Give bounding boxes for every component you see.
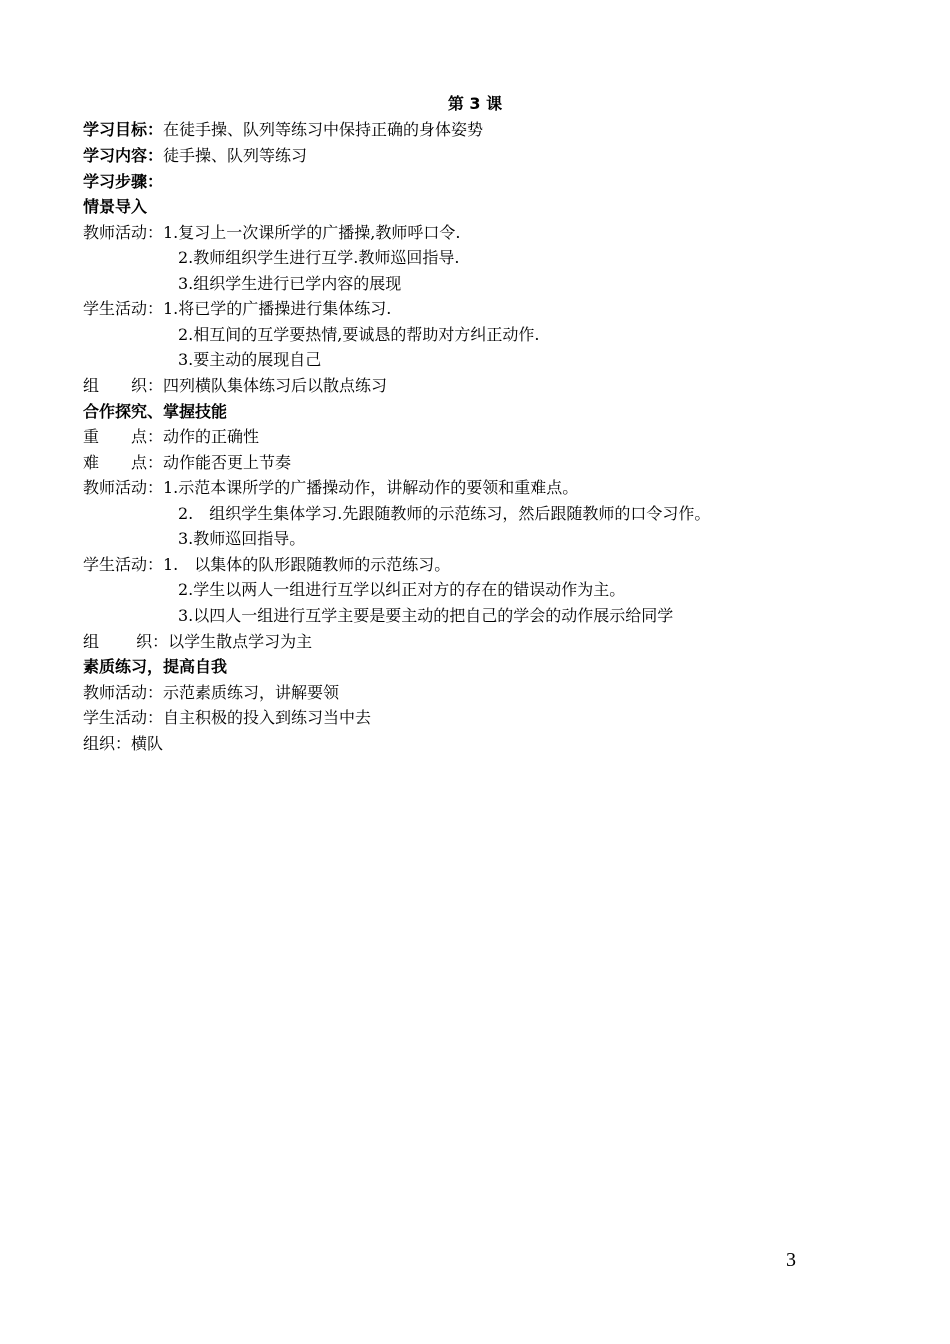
learning-content [83, 146, 307, 166]
page-title: 第 3 课 [447, 94, 503, 113]
difficult-point: 难 点：动作能否更上节奏 [83, 453, 292, 472]
intro-organization: 组 织：四列横队集体练习后以散点练习 [83, 376, 388, 395]
section-heading-fitness: 素质练习，提高自我 [83, 657, 228, 676]
section-heading-cooperation: 合作探究、掌握技能 [83, 402, 228, 421]
section-heading-intro: 情景导入 [83, 197, 148, 216]
learning-goal-label: 学习目标： [83, 120, 164, 139]
intro-teacher-line-2: 2.教师组织学生进行互学.教师巡回指导. [178, 248, 460, 267]
learning-goal [83, 120, 483, 140]
intro-student-line-2: 2.相互间的互学要热情,要诚恳的帮助对方纠正动作. [178, 325, 540, 344]
coop-organization: 组 织：以学生散点学习为主 [83, 632, 313, 651]
fitness-teacher: 教师活动：示范素质练习，讲解要领 [83, 683, 340, 702]
coop-student-line-1: 学生活动：1. 以集体的队形跟随教师的示范练习。 [83, 555, 451, 574]
learning-steps-label: 学习步骤： [83, 172, 164, 191]
learning-content-text: 徒手操、队列等练习 [163, 146, 308, 165]
intro-student-line-3: 3.要主动的展现自己 [178, 350, 322, 369]
key-point: 重 点：动作的正确性 [83, 427, 260, 446]
coop-teacher-line-1: 教师活动：1.示范本课所学的广播操动作，讲解动作的要领和重难点。 [83, 478, 579, 497]
coop-teacher-line-3: 3.教师巡回指导。 [178, 529, 306, 548]
fitness-organization: 组织：横队 [83, 734, 164, 753]
page-number: 3 [786, 1249, 796, 1271]
coop-student-line-2: 2.学生以两人一组进行互学以纠正对方的存在的错误动作为主。 [178, 580, 626, 599]
fitness-student: 学生活动：自主积极的投入到练习当中去 [83, 708, 372, 727]
intro-teacher-line-3: 3.组织学生进行已学内容的展现 [178, 274, 402, 293]
intro-teacher-line-1: 教师活动：1.复习上一次课所学的广播操,教师呼口令. [83, 223, 461, 242]
intro-student-line-1: 学生活动：1.将已学的广播操进行集体练习. [83, 299, 392, 318]
coop-student-line-3: 3.以四人一组进行互学主要是要主动的把自己的学会的动作展示给同学 [178, 606, 674, 625]
coop-teacher-line-2: 2. 组织学生集体学习.先跟随教师的示范练习，然后跟随教师的口令习作。 [178, 504, 711, 523]
learning-content-label: 学习内容： [83, 146, 164, 165]
learning-goal-text: 在徒手操、队列等练习中保持正确的身体姿势 [163, 120, 484, 139]
